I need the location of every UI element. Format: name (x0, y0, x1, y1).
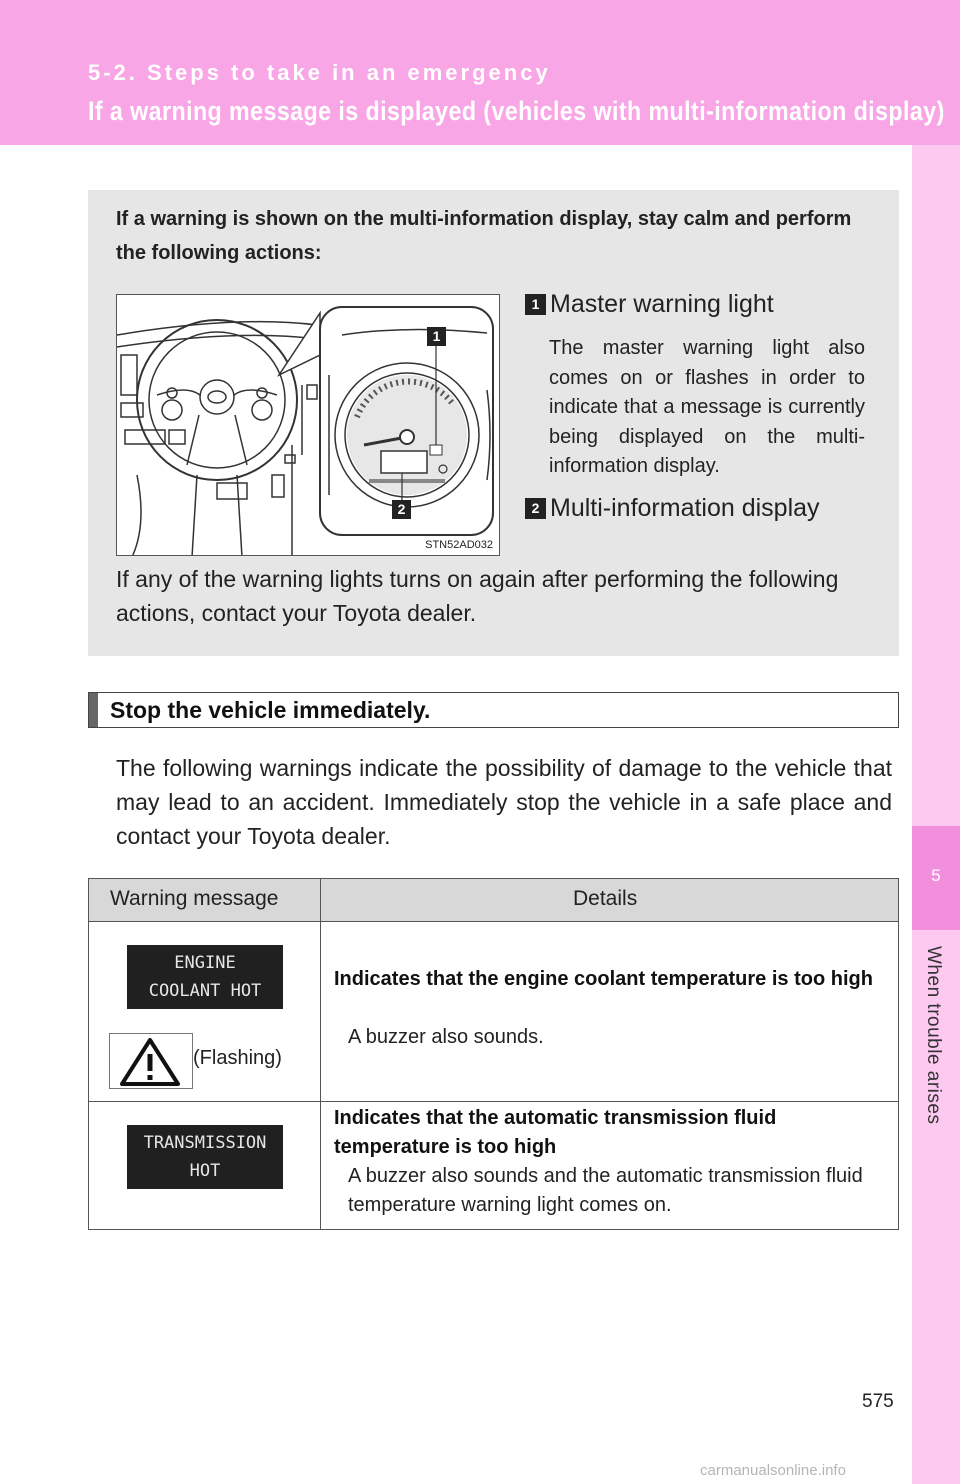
transmission-detail-title: Indicates that the automatic transmission fluid temperature is too high (334, 1107, 777, 1158)
callout-1 (525, 290, 774, 319)
table-header-details: Details (573, 887, 638, 910)
info-intro: If a warning is shown on the multi-information display, stay calm and perform the following actions: (116, 208, 852, 264)
figure-code: STN52AD032 (425, 539, 493, 551)
engine-coolant-detail-text: A buzzer also sounds. (348, 1026, 544, 1048)
figure-callout-1: 1 (432, 328, 441, 344)
callout-1-label: Master warning light (550, 290, 774, 318)
callout-2-label: Multi-information display (550, 494, 820, 522)
callout-1-description: The master warning light also comes on or flashes in order to indicate that a message is currently being displayed on the multi-information display. (549, 337, 865, 477)
watermark: carmanualsonline.info (700, 1462, 846, 1479)
message-line: TRANSMISSION (143, 1133, 267, 1153)
chapter-tab (912, 145, 960, 1484)
callout-2-badge: 2 (525, 498, 546, 519)
step-paragraph: The following warnings indicate the possibility of damage to the vehicle that may lead to an accident. Immediately stop the vehicle in a safe place and contact your Toyota dealer. (116, 755, 892, 849)
message-line: HOT (189, 1161, 221, 1181)
page-number: 575 (862, 1391, 894, 1412)
transmission-detail-text: A buzzer also sounds and the automatic transmission fluid temperature warning light comes on. (348, 1165, 863, 1216)
engine-coolant-hot-message (127, 945, 283, 1009)
warning-triangle-icon (110, 1034, 194, 1090)
dashboard-illustration (116, 294, 500, 556)
section-label: 5-2. Steps to take in an emergency (88, 60, 551, 85)
flashing-note: (Flashing) (193, 1047, 282, 1069)
callout-1-badge: 1 (525, 294, 546, 315)
engine-coolant-detail-title: Indicates that the engine coolant temperature is too high (334, 968, 873, 990)
table-column-divider (320, 879, 321, 1229)
dashboard-drawing (117, 295, 500, 556)
message-line: COOLANT HOT (148, 981, 262, 1001)
table-header-row (89, 879, 898, 922)
step-heading (88, 692, 899, 728)
transmission-hot-message (127, 1125, 283, 1189)
figure-callout-2: 2 (397, 501, 406, 517)
table-row-divider (89, 1101, 898, 1102)
message-line: ENGINE (174, 953, 236, 973)
step-title: Stop the vehicle immediately. (110, 697, 431, 723)
master-warning-indicator (109, 1033, 193, 1089)
info-outro: If any of the warning lights turns on again after performing the following actions, contact your Toyota dealer. (116, 566, 839, 626)
warning-table (88, 878, 899, 1230)
callout-2 (525, 494, 820, 523)
table-header-message: Warning message (110, 887, 279, 910)
step-heading-marker (89, 693, 98, 727)
chapter-number: 5 (931, 866, 941, 885)
chapter-label: When trouble arises (923, 946, 944, 1125)
page-title: If a warning message is displayed (vehicles with multi-information display) (88, 96, 945, 126)
